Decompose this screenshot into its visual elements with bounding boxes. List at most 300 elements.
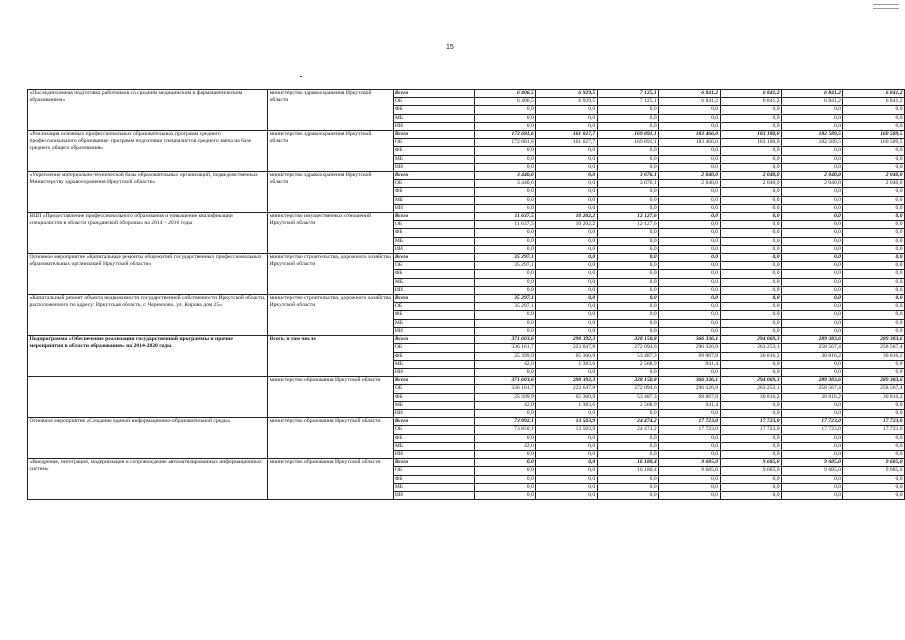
- amount-cell: 16 180,4: [597, 459, 658, 467]
- amount-cell: 0,0: [659, 475, 720, 483]
- amount-cell: 0,0: [782, 188, 843, 196]
- amount-cell: 0,0: [843, 213, 905, 221]
- amount-cell: 9 685,0: [843, 467, 905, 475]
- responsible-executor: министерство образования Иркутской области: [268, 377, 394, 418]
- amount-cell: 0,0: [474, 491, 535, 499]
- amount-cell: 0,0: [720, 106, 781, 114]
- amount-cell: 0,0: [720, 213, 781, 221]
- amount-cell: 0,0: [843, 106, 905, 114]
- amount-cell: 0,0: [597, 229, 658, 237]
- amount-cell: 42,0: [474, 401, 535, 409]
- amount-cell: 0,0: [474, 278, 535, 286]
- amount-cell: 0,0: [597, 262, 658, 270]
- amount-cell: 0,0: [597, 303, 658, 311]
- amount-cell: 0,0: [843, 491, 905, 499]
- amount-cell: 0,0: [597, 163, 658, 171]
- amount-cell: 0,0: [659, 237, 720, 245]
- amount-cell: 272 094,6: [597, 385, 658, 393]
- amount-cell: 6 929,5: [536, 90, 597, 98]
- amount-cell: 0,0: [536, 319, 597, 327]
- amount-cell: 2 040,0: [843, 180, 905, 188]
- amount-cell: 0,0: [659, 278, 720, 286]
- amount-cell: 161 027,7: [536, 139, 597, 147]
- responsible-executor: Всего, в том числе: [268, 336, 394, 377]
- amount-cell: 0,0: [843, 188, 905, 196]
- amount-cell: 65 360,9: [536, 393, 597, 401]
- amount-cell: 0,0: [720, 286, 781, 294]
- scan-speck: [300, 76, 302, 77]
- amount-cell: 0,0: [782, 213, 843, 221]
- amount-cell: 6 841,2: [843, 98, 905, 106]
- amount-cell: 296 326,9: [659, 344, 720, 352]
- amount-cell: 223 647,8: [536, 385, 597, 393]
- table-row: [28, 131, 905, 139]
- amount-cell: 11 637,5: [474, 213, 535, 221]
- amount-cell: 0,0: [720, 155, 781, 163]
- amount-cell: 0,0: [720, 278, 781, 286]
- amount-cell: 0,0: [720, 368, 781, 376]
- amount-cell: 0,0: [659, 204, 720, 212]
- funding-source: Всего: [393, 377, 474, 385]
- amount-cell: 9 685,0: [782, 467, 843, 475]
- amount-cell: 0,0: [782, 270, 843, 278]
- amount-cell: 10 202,2: [536, 213, 597, 221]
- amount-cell: 3 440,6: [474, 172, 535, 180]
- amount-cell: 0,0: [843, 237, 905, 245]
- funding-source: ОБ: [393, 262, 474, 270]
- amount-cell: 0,0: [536, 172, 597, 180]
- amount-cell: 0,0: [720, 245, 781, 253]
- table-row: [28, 377, 905, 385]
- amount-cell: 0,0: [474, 311, 535, 319]
- amount-cell: 0,0: [659, 106, 720, 114]
- amount-cell: 12 127,6: [597, 213, 658, 221]
- amount-cell: 0,0: [536, 147, 597, 155]
- funding-source: ИИ: [393, 327, 474, 335]
- amount-cell: 941,4: [659, 401, 720, 409]
- activity-name: ВЦП «Предоставление профессионального образования и повышение квалификации специалистов в области гражданской обороны» на 2014 – 2016 годы: [28, 213, 268, 254]
- amount-cell: 0,0: [782, 245, 843, 253]
- table-row: [28, 213, 905, 221]
- table-row: [28, 459, 905, 467]
- funding-source: ФБ: [393, 229, 474, 237]
- amount-cell: 17 723,0: [782, 426, 843, 434]
- amount-cell: 183 466,0: [659, 131, 720, 139]
- amount-cell: 9 685,0: [720, 459, 781, 467]
- amount-cell: 182 589,5: [782, 139, 843, 147]
- amount-cell: 0,0: [536, 122, 597, 130]
- amount-cell: 0,0: [843, 409, 905, 417]
- amount-cell: 11 637,5: [474, 221, 535, 229]
- amount-cell: 183 180,0: [720, 139, 781, 147]
- amount-cell: 0,0: [659, 434, 720, 442]
- amount-cell: 0,0: [597, 204, 658, 212]
- funding-source: ИИ: [393, 122, 474, 130]
- amount-cell: 0,0: [659, 213, 720, 221]
- amount-cell: 0,0: [782, 360, 843, 368]
- amount-cell: 0,0: [720, 483, 781, 491]
- amount-cell: 0,0: [474, 286, 535, 294]
- amount-cell: 0,0: [597, 319, 658, 327]
- amount-cell: 0,0: [782, 196, 843, 204]
- amount-cell: 0,0: [659, 245, 720, 253]
- amount-cell: 0,0: [597, 442, 658, 450]
- amount-cell: 0,0: [782, 434, 843, 442]
- amount-cell: 35 297,1: [474, 303, 535, 311]
- amount-cell: 0,0: [843, 434, 905, 442]
- amount-cell: 0,0: [474, 237, 535, 245]
- amount-cell: 2 568,9: [597, 401, 658, 409]
- amount-cell: 941,4: [659, 360, 720, 368]
- corner-scan-marks: [873, 4, 899, 12]
- funding-source: ОБ: [393, 426, 474, 434]
- amount-cell: 9 685,0: [659, 467, 720, 475]
- amount-cell: 0,0: [720, 491, 781, 499]
- amount-cell: 7 125,1: [597, 98, 658, 106]
- activity-name: «Капитальный ремонт объекта недвижимости государственной собственности Иркутской области, расположенного по адресу: Иркутская область, г. Черемхово, ул. Кирова дом 25»: [28, 295, 268, 336]
- amount-cell: 0,0: [720, 409, 781, 417]
- amount-cell: 0,0: [536, 237, 597, 245]
- amount-cell: 35 399,9: [474, 352, 535, 360]
- amount-cell: 183 180,0: [720, 131, 781, 139]
- amount-cell: 0,0: [536, 450, 597, 458]
- funding-source: ИИ: [393, 450, 474, 458]
- amount-cell: 2 040,0: [782, 180, 843, 188]
- amount-cell: 272 094,6: [597, 344, 658, 352]
- amount-cell: 6 929,5: [536, 98, 597, 106]
- amount-cell: 0,0: [843, 401, 905, 409]
- amount-cell: 0,0: [843, 204, 905, 212]
- amount-cell: 6 841,2: [782, 90, 843, 98]
- amount-cell: 258 567,4: [843, 344, 905, 352]
- funding-source: ИИ: [393, 286, 474, 294]
- funding-source: ФБ: [393, 106, 474, 114]
- amount-cell: 0,0: [536, 327, 597, 335]
- amount-cell: 161 027,7: [536, 131, 597, 139]
- funding-source: Всего: [393, 336, 474, 344]
- responsible-executor: министерство образования Иркутской области: [268, 418, 394, 459]
- table-row: [28, 295, 905, 303]
- amount-cell: 35 297,1: [474, 295, 535, 303]
- amount-cell: 17 723,0: [843, 418, 905, 426]
- amount-cell: 172 681,6: [474, 131, 535, 139]
- amount-cell: 35 399,9: [474, 393, 535, 401]
- funding-source: ОБ: [393, 180, 474, 188]
- funding-source: ИИ: [393, 204, 474, 212]
- amount-cell: 0,0: [720, 450, 781, 458]
- amount-cell: 0,0: [843, 229, 905, 237]
- amount-cell: 0,0: [597, 491, 658, 499]
- amount-cell: 160 589,5: [843, 139, 905, 147]
- amount-cell: 0,0: [782, 483, 843, 491]
- amount-cell: 0,0: [597, 286, 658, 294]
- amount-cell: 0,0: [474, 327, 535, 335]
- amount-cell: 0,0: [474, 204, 535, 212]
- amount-cell: 0,0: [782, 409, 843, 417]
- funding-source: Всего: [393, 254, 474, 262]
- table-row: [28, 90, 905, 98]
- amount-cell: 24 474,2: [597, 426, 658, 434]
- amount-cell: 0,0: [659, 491, 720, 499]
- amount-cell: 0,0: [782, 221, 843, 229]
- amount-cell: 0,0: [474, 188, 535, 196]
- amount-cell: 0,0: [843, 245, 905, 253]
- amount-cell: 12 127,6: [597, 221, 658, 229]
- amount-cell: 258 567,4: [782, 385, 843, 393]
- amount-cell: 0,0: [536, 114, 597, 122]
- funding-source: ОБ: [393, 303, 474, 311]
- funding-source: Всего: [393, 459, 474, 467]
- amount-cell: 169 891,1: [597, 131, 658, 139]
- amount-cell: 0,0: [659, 188, 720, 196]
- amount-cell: 1 383,6: [536, 360, 597, 368]
- amount-cell: 0,0: [597, 483, 658, 491]
- amount-cell: 0,0: [536, 467, 597, 475]
- amount-cell: 9 685,0: [843, 459, 905, 467]
- amount-cell: 294 069,3: [720, 377, 781, 385]
- funding-source: ОБ: [393, 385, 474, 393]
- amount-cell: 0,0: [782, 401, 843, 409]
- amount-cell: 371 603,6: [474, 377, 535, 385]
- funding-source: Всего: [393, 131, 474, 139]
- amount-cell: 0,0: [536, 204, 597, 212]
- amount-cell: 0,0: [782, 450, 843, 458]
- funding-source: ФБ: [393, 147, 474, 155]
- funding-source: ФБ: [393, 188, 474, 196]
- amount-cell: 0,0: [597, 245, 658, 253]
- amount-cell: 0,0: [659, 311, 720, 319]
- amount-cell: 0,0: [474, 368, 535, 376]
- amount-cell: 258 567,4: [843, 385, 905, 393]
- amount-cell: 0,0: [843, 114, 905, 122]
- amount-cell: 0,0: [597, 254, 658, 262]
- amount-cell: 30 816,2: [720, 393, 781, 401]
- amount-cell: 0,0: [474, 475, 535, 483]
- amount-cell: 0,0: [597, 475, 658, 483]
- amount-cell: 0,0: [474, 270, 535, 278]
- amount-cell: 0,0: [597, 147, 658, 155]
- amount-cell: 6 841,2: [659, 98, 720, 106]
- amount-cell: 0,0: [843, 278, 905, 286]
- funding-source: МБ: [393, 278, 474, 286]
- amount-cell: 0,0: [720, 229, 781, 237]
- amount-cell: 0,0: [782, 114, 843, 122]
- amount-cell: 0,0: [536, 311, 597, 319]
- amount-cell: 0,0: [536, 262, 597, 270]
- amount-cell: 0,0: [474, 122, 535, 130]
- responsible-executor: министерство образования Иркутской области: [268, 459, 394, 500]
- amount-cell: 0,0: [843, 368, 905, 376]
- funding-source: ИИ: [393, 491, 474, 499]
- amount-cell: 0,0: [720, 295, 781, 303]
- amount-cell: 0,0: [720, 434, 781, 442]
- amount-cell: 17 723,0: [720, 418, 781, 426]
- amount-cell: 0,0: [536, 368, 597, 376]
- amount-cell: 3 676,1: [597, 180, 658, 188]
- amount-cell: 0,0: [597, 434, 658, 442]
- amount-cell: 0,0: [782, 254, 843, 262]
- amount-cell: 0,0: [474, 459, 535, 467]
- amount-cell: 0,0: [536, 196, 597, 204]
- amount-cell: 17 723,0: [720, 426, 781, 434]
- amount-cell: 0,0: [720, 254, 781, 262]
- amount-cell: 0,0: [782, 286, 843, 294]
- activity-name: «Укрепление материально-технической базы образовательных организаций, подведомственных Министерству здравоохранения Иркутской области»: [28, 172, 268, 213]
- amount-cell: 0,0: [782, 475, 843, 483]
- amount-cell: 290 392,3: [536, 336, 597, 344]
- amount-cell: 0,0: [597, 237, 658, 245]
- funding-source: Всего: [393, 295, 474, 303]
- amount-cell: 0,0: [659, 114, 720, 122]
- funding-source: Всего: [393, 172, 474, 180]
- amount-cell: 17 723,0: [659, 426, 720, 434]
- funding-source: ФБ: [393, 393, 474, 401]
- amount-cell: 0,0: [659, 221, 720, 229]
- amount-cell: 0,0: [720, 475, 781, 483]
- amount-cell: 35 297,1: [474, 254, 535, 262]
- amount-cell: 0,0: [843, 450, 905, 458]
- amount-cell: 0,0: [782, 204, 843, 212]
- amount-cell: 0,0: [536, 155, 597, 163]
- funding-source: МБ: [393, 155, 474, 163]
- amount-cell: 182 589,5: [782, 131, 843, 139]
- amount-cell: 0,0: [782, 106, 843, 114]
- funding-source: Всего: [393, 418, 474, 426]
- amount-cell: 0,0: [474, 450, 535, 458]
- amount-cell: 9 685,0: [720, 467, 781, 475]
- activity-name: «Реализация основных профессиональных образовательных программ среднего профессионального образования- программ подготовки специалистов среднего звена на базе среднего общего образования»: [28, 131, 268, 172]
- amount-cell: 294 069,3: [720, 336, 781, 344]
- amount-cell: 17 723,0: [782, 418, 843, 426]
- amount-cell: 0,0: [597, 196, 658, 204]
- amount-cell: 0,0: [536, 483, 597, 491]
- amount-cell: 0,0: [720, 319, 781, 327]
- amount-cell: 13 503,9: [536, 418, 597, 426]
- amount-cell: 30 816,2: [720, 352, 781, 360]
- funding-source: МБ: [393, 237, 474, 245]
- responsible-executor: министерство здравоохранения Иркутской области: [268, 90, 394, 131]
- amount-cell: 289 383,6: [782, 336, 843, 344]
- amount-cell: 160 589,5: [843, 131, 905, 139]
- amount-cell: 30 816,2: [843, 393, 905, 401]
- amount-cell: 0,0: [659, 303, 720, 311]
- amount-cell: 0,0: [843, 221, 905, 229]
- amount-cell: 6 406,5: [474, 98, 535, 106]
- amount-cell: 0,0: [720, 188, 781, 196]
- amount-cell: 0,0: [782, 278, 843, 286]
- amount-cell: 0,0: [782, 237, 843, 245]
- funding-source: Всего: [393, 90, 474, 98]
- amount-cell: 10 202,2: [536, 221, 597, 229]
- funding-source: ИИ: [393, 245, 474, 253]
- activity-name: «Последипломная подготовка работников со средним медицинским и фармацевтическим образованием»: [28, 90, 268, 131]
- funding-source: МБ: [393, 196, 474, 204]
- amount-cell: 223 647,8: [536, 344, 597, 352]
- amount-cell: 0,0: [597, 327, 658, 335]
- amount-cell: 0,0: [659, 409, 720, 417]
- amount-cell: 263 253,1: [720, 385, 781, 393]
- amount-cell: 9 685,0: [782, 459, 843, 467]
- amount-cell: 0,0: [536, 245, 597, 253]
- budget-table-body: [28, 90, 905, 500]
- amount-cell: 0,0: [843, 360, 905, 368]
- amount-cell: 0,0: [720, 221, 781, 229]
- amount-cell: 258 567,4: [782, 344, 843, 352]
- amount-cell: 0,0: [843, 270, 905, 278]
- amount-cell: 0,0: [843, 254, 905, 262]
- funding-source: ФБ: [393, 270, 474, 278]
- table-row: [28, 172, 905, 180]
- responsible-executor: министерство здравоохранения Иркутской области: [268, 131, 394, 172]
- amount-cell: 2 040,0: [659, 172, 720, 180]
- amount-cell: 69 067,8: [659, 393, 720, 401]
- amount-cell: 0,0: [659, 163, 720, 171]
- funding-source: ИИ: [393, 368, 474, 376]
- amount-cell: 0,0: [597, 270, 658, 278]
- amount-cell: 0,0: [474, 106, 535, 114]
- amount-cell: 0,0: [782, 155, 843, 163]
- amount-cell: 73 850,1: [474, 426, 535, 434]
- funding-source: ОБ: [393, 467, 474, 475]
- funding-source: ОБ: [393, 98, 474, 106]
- amount-cell: 296 326,9: [659, 385, 720, 393]
- amount-cell: 0,0: [474, 147, 535, 155]
- funding-source: ФБ: [393, 475, 474, 483]
- amount-cell: 53 487,3: [597, 393, 658, 401]
- amount-cell: 0,0: [659, 262, 720, 270]
- amount-cell: 13 503,9: [536, 426, 597, 434]
- responsible-executor: министерство здравоохранения Иркутской области: [268, 172, 394, 213]
- amount-cell: 0,0: [782, 229, 843, 237]
- responsible-executor: министерство строительства, дорожного хозяйства Иркутской области: [268, 254, 394, 295]
- amount-cell: 0,0: [536, 180, 597, 188]
- amount-cell: 0,0: [782, 147, 843, 155]
- amount-cell: 0,0: [536, 491, 597, 499]
- amount-cell: 0,0: [597, 188, 658, 196]
- amount-cell: 0,0: [659, 270, 720, 278]
- amount-cell: 328 150,8: [597, 336, 658, 344]
- amount-cell: 0,0: [597, 450, 658, 458]
- amount-cell: 0,0: [843, 303, 905, 311]
- amount-cell: 42,0: [474, 442, 535, 450]
- amount-cell: 9 685,0: [659, 459, 720, 467]
- amount-cell: 0,0: [843, 196, 905, 204]
- amount-cell: 0,0: [659, 155, 720, 163]
- funding-source: ФБ: [393, 434, 474, 442]
- amount-cell: 0,0: [782, 491, 843, 499]
- amount-cell: 289 383,6: [782, 377, 843, 385]
- amount-cell: 0,0: [843, 155, 905, 163]
- amount-cell: 366 336,1: [659, 336, 720, 344]
- funding-source: Всего: [393, 213, 474, 221]
- amount-cell: 0,0: [720, 147, 781, 155]
- amount-cell: 0,0: [720, 401, 781, 409]
- amount-cell: 53 487,3: [597, 352, 658, 360]
- funding-source: ФБ: [393, 352, 474, 360]
- funding-source: МБ: [393, 442, 474, 450]
- funding-source: ОБ: [393, 221, 474, 229]
- amount-cell: 0,0: [659, 286, 720, 294]
- amount-cell: 0,0: [536, 409, 597, 417]
- amount-cell: 3 676,1: [597, 172, 658, 180]
- amount-cell: 30 816,2: [843, 352, 905, 360]
- amount-cell: 371 603,6: [474, 336, 535, 344]
- amount-cell: 0,0: [720, 270, 781, 278]
- amount-cell: 0,0: [659, 327, 720, 335]
- amount-cell: 0,0: [843, 319, 905, 327]
- amount-cell: 42,0: [474, 360, 535, 368]
- funding-source: МБ: [393, 483, 474, 491]
